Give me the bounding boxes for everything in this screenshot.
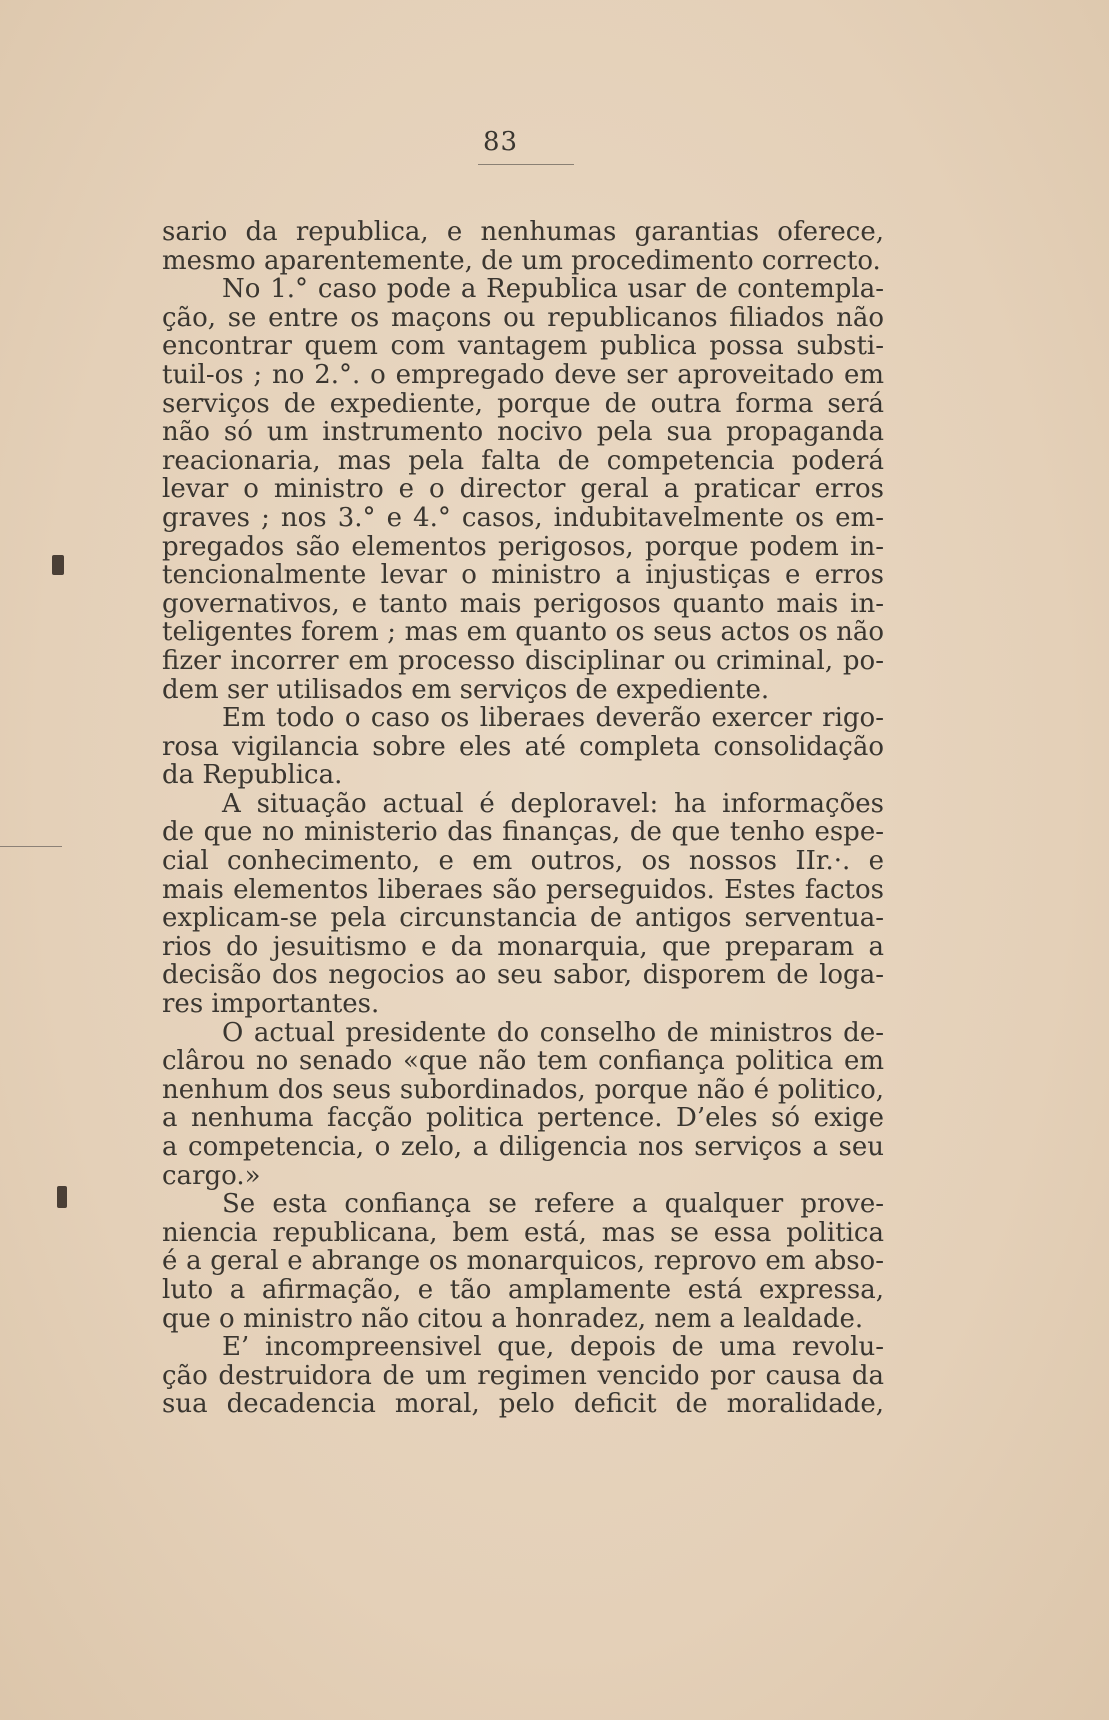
text-line: A situação actual é deploravel: ha informações xyxy=(222,788,884,819)
binding-mark-upper xyxy=(52,555,64,575)
text-line: que o ministro não citou a honradez, nem a lealdade. xyxy=(162,1303,864,1334)
text-line: clârou no senado «que não tem confiança politica em xyxy=(162,1046,884,1077)
text-line: No 1.° caso pode a Republica usar de contempla- xyxy=(222,274,884,305)
page-number: 83 xyxy=(483,127,519,157)
text-line: sario da republica, e nenhumas garantias oferece, xyxy=(162,217,884,247)
text-line: cargo.» xyxy=(162,1160,261,1191)
text-line: pregados são elementos perigosos, porque podem in- xyxy=(162,531,884,562)
binding-mark-lower xyxy=(57,1186,67,1208)
text-line: serviços de expediente, porque de outra forma será xyxy=(162,388,884,419)
text-line: O actual presidente do conselho de ministros de- xyxy=(222,1017,884,1048)
text-line: não só um instrumento nocivo pela sua propaganda xyxy=(162,417,884,448)
text-line: decisão dos negocios ao seu sabor, disporem de loga- xyxy=(162,960,884,991)
text-line: reacionaria, mas pela falta de competencia poderá xyxy=(162,445,884,476)
text-line: tencionalmente levar o ministro a injustiças e erros xyxy=(162,560,884,591)
text-line: ção, se entre os maçons ou republicanos filiados não xyxy=(162,302,884,333)
text-line: res importantes. xyxy=(162,989,380,1020)
text-line: mesmo aparentemente, de um procedimento correcto. xyxy=(162,245,881,276)
text-line: luto a afirmação, e tão amplamente está expressa, xyxy=(162,1274,884,1305)
text-line: da Republica. xyxy=(162,760,343,791)
text-line: cial conhecimento, e em outros, os nossos IIr.·. e xyxy=(162,846,884,877)
text-line: de que no ministerio das finanças, de que tenho espe- xyxy=(162,817,884,848)
text-line: rosa vigilancia sobre eles até completa consolidação xyxy=(162,731,884,762)
text-line: dem ser utilisados em serviços de expediente. xyxy=(162,674,770,705)
text-line: levar o ministro e o director geral a praticar erros xyxy=(162,474,884,505)
text-line: a competencia, o zelo, a diligencia nos serviços a seu xyxy=(162,1132,884,1162)
text-line: governativos, e tanto mais perigosos quanto mais in- xyxy=(162,588,884,619)
text-line: teligentes forem ; mas em quanto os seus actos os não xyxy=(162,617,884,648)
text-line: ção destruidora de um regimen vencido por causa da xyxy=(162,1360,884,1391)
text-line: sua decadencia moral, pelo deficit de moralidade, xyxy=(162,1389,884,1420)
text-line: mais elementos liberaes são perseguidos. Estes factos xyxy=(162,874,884,905)
text-line: fizer incorrer em processo disciplinar ou criminal, po- xyxy=(162,645,884,676)
text-line: E’ incompreensivel que, depois de uma revolu- xyxy=(222,1332,884,1363)
margin-dash xyxy=(0,846,62,847)
text-line: a nenhuma facção politica pertence. D’eles só exige xyxy=(162,1103,884,1134)
text-line: nenhum dos seus subordinados, porque não é politico, xyxy=(162,1074,884,1105)
page-number-rule xyxy=(478,164,574,165)
text-line: rios do jesuitismo e da monarquia, que preparam a xyxy=(162,931,884,962)
text-line: encontrar quem com vantagem publica possa substi- xyxy=(162,331,884,362)
text-line: Se esta confiança se refere a qualquer prove- xyxy=(222,1189,884,1220)
text-line: niencia republicana, bem está, mas se essa politica xyxy=(162,1217,884,1248)
body-text xyxy=(162,218,884,1419)
text-line: explicam-se pela circunstancia de antigos serventua- xyxy=(162,903,884,934)
text-line: Em todo o caso os liberaes deverão exercer rigo- xyxy=(222,703,884,734)
text-line: graves ; nos 3.° e 4.° casos, indubitavelmente os em- xyxy=(162,502,884,533)
text-line: tuil-os ; no 2.°. o empregado deve ser aproveitado em xyxy=(162,359,884,390)
text-line: é a geral e abrange os monarquicos, reprovo em abso- xyxy=(162,1246,884,1277)
